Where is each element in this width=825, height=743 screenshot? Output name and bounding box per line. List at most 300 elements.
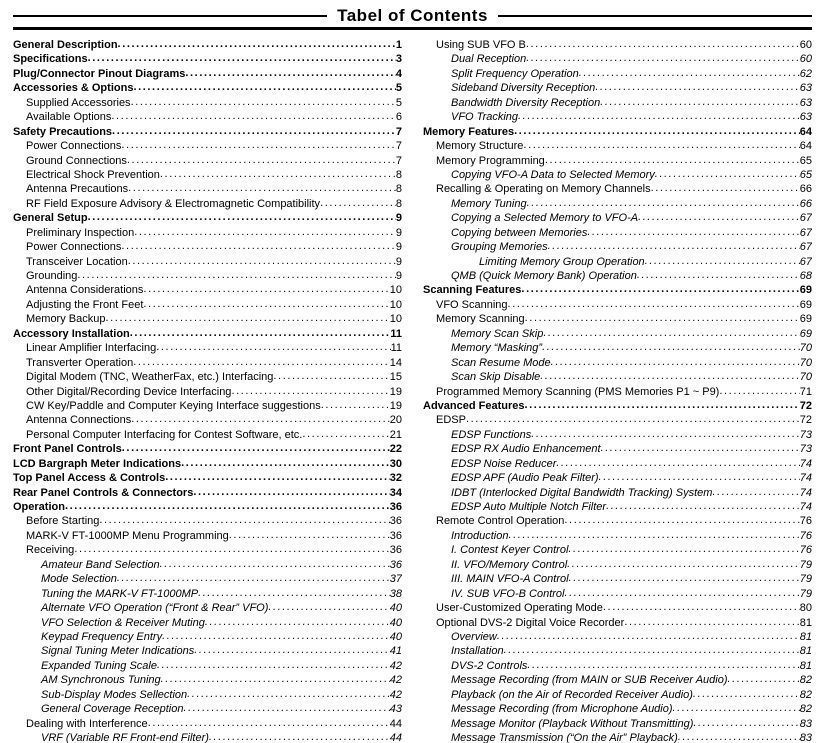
toc-entry-page: 74 bbox=[799, 486, 812, 499]
toc-entry-label: Sub-Display Modes Sellection bbox=[41, 688, 188, 701]
toc-dot-leader bbox=[712, 486, 799, 499]
toc-entry bbox=[13, 572, 402, 586]
toc-entry-label: Message Recording (from Microphone Audio) bbox=[451, 703, 673, 716]
toc-entry-page: 38 bbox=[389, 587, 402, 600]
toc-entry-label: Memory Structure bbox=[436, 140, 524, 153]
toc-entry bbox=[13, 616, 402, 630]
toc-dot-leader bbox=[526, 38, 800, 51]
toc-dot-leader bbox=[160, 168, 396, 181]
toc-entry-page: 5 bbox=[395, 82, 402, 95]
toc-entry-page: 79 bbox=[799, 558, 812, 571]
toc-entry-label: Before Starting bbox=[26, 515, 100, 528]
toc-entry bbox=[423, 543, 812, 557]
toc-entry bbox=[13, 154, 402, 168]
toc-entry-label: QMB (Quick Memory Bank) Operation bbox=[451, 270, 637, 282]
toc-dot-leader bbox=[302, 428, 389, 441]
toc-entry-label: Antenna Precautions bbox=[26, 183, 129, 196]
toc-entry-label: Message Transmission (“On the Air” Playback) bbox=[451, 732, 678, 743]
toc-dot-leader bbox=[148, 717, 390, 730]
toc-entry bbox=[13, 644, 402, 658]
toc-entry bbox=[13, 38, 402, 52]
toc-entry-page: 60 bbox=[799, 39, 812, 51]
toc-entry-label: EDSP Auto Multiple Notch Filter bbox=[451, 501, 607, 513]
toc-entry-label: Scan Resume Mode bbox=[451, 356, 551, 369]
toc-entry-page: 69 bbox=[799, 327, 812, 340]
toc-dot-leader bbox=[568, 543, 799, 556]
toc-entry bbox=[423, 558, 812, 572]
toc-entry bbox=[423, 211, 812, 225]
toc-dot-leader bbox=[693, 717, 799, 730]
toc-entry-page: 83 bbox=[799, 732, 812, 743]
toc-entry bbox=[13, 211, 402, 225]
toc-entry-label: VFO Selection & Receiver Muting bbox=[41, 616, 205, 629]
toc-entry-label: User-Customized Operating Mode bbox=[436, 602, 603, 615]
toc-entry-label: EDSP RX Audio Enhancement bbox=[451, 443, 601, 456]
toc-entry-label: EDSP bbox=[436, 414, 466, 427]
toc-dot-leader bbox=[185, 67, 396, 80]
toc-entry-label: Electrical Shock Prevention bbox=[26, 168, 160, 181]
toc-dot-leader bbox=[508, 529, 799, 542]
toc-entry-page: 8 bbox=[395, 197, 402, 210]
toc-entry-label: Top Panel Access & Controls bbox=[13, 472, 166, 485]
toc-entry-page: 21 bbox=[389, 428, 402, 441]
toc-entry-label: Power Connections bbox=[26, 241, 122, 254]
toc-entry-page: 36 bbox=[389, 558, 402, 571]
toc-entry-label: Installation bbox=[451, 645, 504, 658]
toc-entry bbox=[13, 529, 402, 543]
toc-entry bbox=[13, 514, 402, 528]
toc-entry bbox=[13, 125, 402, 139]
toc-entry bbox=[423, 587, 812, 601]
toc-entry-page: 74 bbox=[799, 457, 812, 470]
toc-entry bbox=[13, 67, 402, 81]
toc-entry-label: Scanning Features bbox=[423, 284, 522, 297]
toc-entry-label: Advanced Features bbox=[423, 399, 525, 412]
toc-entry-label: Power Connections bbox=[26, 140, 122, 153]
toc-entry-page: 82 bbox=[799, 674, 812, 687]
toc-dot-leader bbox=[551, 356, 800, 369]
toc-entry-label: Plug/Connector Pinout Diagrams bbox=[13, 67, 186, 80]
toc-entry-page: 11 bbox=[390, 327, 402, 340]
toc-entry-label: VFO Tracking bbox=[451, 111, 519, 124]
toc-entry bbox=[13, 81, 402, 95]
toc-dot-leader bbox=[638, 211, 800, 224]
toc-entry-page: 3 bbox=[395, 53, 402, 66]
toc-dot-leader bbox=[531, 428, 799, 441]
toc-entry-page: 42 bbox=[389, 688, 402, 701]
toc-entry bbox=[423, 688, 812, 702]
toc-entry-page: 70 bbox=[799, 342, 812, 355]
toc-entry bbox=[13, 601, 402, 615]
toc-column-left bbox=[13, 38, 402, 743]
toc-dot-leader bbox=[321, 399, 390, 412]
toc-entry-label: Programmed Memory Scanning (PMS Memories P1 ~ P9) bbox=[436, 385, 720, 398]
toc-entry-label: Memory Scan Skip bbox=[451, 327, 544, 340]
toc-entry-page: 4 bbox=[395, 67, 402, 80]
toc-entry-label: Signal Tuning Meter Indications bbox=[41, 645, 195, 658]
toc-entry-label: Memory Backup bbox=[26, 313, 106, 326]
toc-entry-page: 15 bbox=[389, 371, 402, 384]
toc-dot-leader bbox=[645, 255, 800, 268]
toc-entry-label: Limiting Memory Group Operation bbox=[479, 255, 645, 268]
toc-entry-label: Adjusting the Front Feet bbox=[26, 298, 144, 311]
toc-entry-label: EDSP Noise Reducer bbox=[451, 457, 557, 470]
toc-columns bbox=[13, 38, 812, 743]
toc-dot-leader bbox=[556, 457, 799, 470]
toc-entry-label: Overview bbox=[451, 630, 497, 643]
toc-dot-leader bbox=[77, 269, 396, 282]
toc-dot-leader bbox=[524, 399, 799, 412]
toc-entry bbox=[423, 38, 812, 52]
toc-entry bbox=[423, 514, 812, 528]
toc-entry-label: General Coverage Reception bbox=[41, 703, 184, 716]
toc-dot-leader bbox=[229, 529, 390, 542]
toc-dot-leader bbox=[525, 312, 800, 325]
toc-entry-page: 79 bbox=[799, 573, 812, 586]
toc-entry-page: 66 bbox=[799, 183, 812, 196]
toc-dot-leader bbox=[131, 413, 390, 426]
toc-dot-leader bbox=[134, 226, 396, 239]
toc-entry-label: Memory Programming bbox=[436, 154, 545, 167]
toc-entry bbox=[423, 442, 812, 456]
toc-entry-page: 9 bbox=[395, 255, 402, 268]
toc-entry-label: Scan Skip Disable bbox=[451, 371, 541, 384]
toc-entry-page: 37 bbox=[389, 573, 402, 586]
toc-entry-label: General Description bbox=[13, 39, 118, 51]
toc-dot-leader bbox=[127, 154, 396, 167]
toc-entry bbox=[423, 197, 812, 211]
toc-entry-page: 40 bbox=[389, 630, 402, 643]
toc-entry bbox=[13, 327, 402, 341]
toc-entry-page: 79 bbox=[799, 587, 812, 600]
toc-entry-page: 71 bbox=[799, 385, 812, 398]
toc-entry bbox=[423, 385, 812, 399]
toc-entry bbox=[423, 572, 812, 586]
toc-dot-leader bbox=[521, 283, 799, 296]
toc-entry bbox=[423, 673, 812, 687]
toc-entry-label: Alternate VFO Operation (“Front & Rear” VFO) bbox=[41, 602, 269, 615]
toc-entry bbox=[423, 240, 812, 254]
toc-dot-leader bbox=[565, 587, 800, 600]
toc-entry bbox=[13, 255, 402, 269]
toc-entry-label: Copying between Memories bbox=[451, 226, 588, 239]
toc-dot-leader bbox=[497, 630, 800, 643]
toc-entry-page: 7 bbox=[395, 140, 402, 153]
toc-dot-leader bbox=[162, 630, 390, 643]
toc-entry bbox=[423, 52, 812, 66]
toc-entry-page: 72 bbox=[799, 414, 812, 427]
toc-entry-label: Copying a Selected Memory to VFO-A bbox=[451, 212, 639, 225]
toc-entry-page: 7 bbox=[395, 154, 402, 167]
toc-entry bbox=[423, 125, 812, 139]
toc-entry-label: Preliminary Inspection bbox=[26, 226, 135, 239]
toc-dot-leader bbox=[105, 312, 389, 325]
toc-entry-page: 36 bbox=[389, 529, 402, 542]
toc-dot-leader bbox=[606, 500, 800, 513]
header-rule-row bbox=[13, 6, 812, 26]
toc-entry-label: Memory “Masking” bbox=[451, 342, 543, 355]
toc-entry-page: 81 bbox=[799, 630, 812, 643]
toc-entry-label: Using SUB VFO B bbox=[436, 39, 526, 51]
toc-entry-page: 72 bbox=[799, 399, 812, 412]
toc-dot-leader bbox=[548, 240, 800, 253]
toc-entry bbox=[423, 644, 812, 658]
toc-entry-label: I. Contest Keyer Control bbox=[451, 544, 569, 557]
toc-entry-page: 30 bbox=[389, 457, 402, 470]
toc-entry-label: Split Frequency Operation bbox=[451, 67, 579, 80]
toc-entry-page: 40 bbox=[389, 616, 402, 629]
toc-dot-leader bbox=[231, 385, 389, 398]
toc-entry-page: 81 bbox=[799, 616, 812, 629]
toc-dot-leader bbox=[526, 52, 800, 65]
toc-dot-leader bbox=[157, 659, 390, 672]
toc-entry bbox=[13, 587, 402, 601]
toc-entry bbox=[13, 168, 402, 182]
toc-dot-leader bbox=[719, 385, 799, 398]
toc-entry bbox=[13, 312, 402, 326]
toc-dot-leader bbox=[121, 139, 395, 152]
toc-entry bbox=[13, 269, 402, 283]
toc-entry-page: 63 bbox=[799, 111, 812, 124]
toc-entry-page: 81 bbox=[799, 659, 812, 672]
toc-dot-leader bbox=[603, 601, 800, 614]
toc-entry-label: Operation bbox=[13, 501, 65, 513]
toc-entry-page: 73 bbox=[799, 428, 812, 441]
toc-entry bbox=[423, 298, 812, 312]
toc-dot-leader bbox=[624, 616, 799, 629]
toc-entry-label: Transverter Operation bbox=[26, 356, 134, 369]
toc-entry-label: Linear Amplifier Interfacing bbox=[26, 342, 157, 355]
toc-entry-page: 74 bbox=[799, 472, 812, 485]
toc-entry-label: Introduction bbox=[451, 529, 509, 542]
toc-dot-leader bbox=[209, 731, 390, 743]
toc-entry bbox=[423, 283, 812, 297]
toc-entry-label: Recalling & Operating on Memory Channels bbox=[436, 183, 651, 196]
toc-entry bbox=[13, 240, 402, 254]
toc-dot-leader bbox=[117, 572, 390, 585]
toc-entry bbox=[13, 226, 402, 240]
toc-entry bbox=[13, 630, 402, 644]
toc-dot-leader bbox=[193, 486, 389, 499]
toc-entry bbox=[13, 442, 402, 456]
toc-dot-leader bbox=[569, 572, 800, 585]
toc-entry-page: 66 bbox=[799, 197, 812, 210]
toc-entry bbox=[13, 370, 402, 384]
toc-entry bbox=[13, 96, 402, 110]
toc-entry bbox=[423, 81, 812, 95]
toc-entry bbox=[13, 659, 402, 673]
toc-entry-label: Grouping Memories bbox=[451, 241, 548, 254]
title-underline bbox=[13, 27, 812, 30]
toc-entry-label: Antenna Considerations bbox=[26, 284, 144, 297]
toc-entry bbox=[423, 471, 812, 485]
toc-entry bbox=[13, 717, 402, 731]
toc-dot-leader bbox=[678, 731, 800, 743]
toc-entry-page: 60 bbox=[799, 53, 812, 66]
toc-entry bbox=[423, 168, 812, 182]
toc-dot-leader bbox=[133, 356, 390, 369]
toc-entry-label: Available Options bbox=[26, 111, 112, 124]
toc-entry bbox=[423, 731, 812, 743]
toc-dot-leader bbox=[160, 558, 390, 571]
toc-entry-label: Message Monitor (Playback Without Transmitting) bbox=[451, 717, 694, 730]
toc-entry bbox=[423, 601, 812, 615]
toc-dot-leader bbox=[514, 125, 800, 138]
toc-dot-leader bbox=[74, 543, 389, 556]
toc-entry bbox=[13, 413, 402, 427]
toc-entry-page: 70 bbox=[799, 356, 812, 369]
toc-entry-label: Dual Reception bbox=[451, 53, 527, 66]
toc-entry-page: 41 bbox=[389, 645, 402, 658]
toc-dot-leader bbox=[587, 226, 799, 239]
toc-entry-page: 65 bbox=[799, 168, 812, 181]
toc-dot-leader bbox=[183, 702, 389, 715]
toc-dot-leader bbox=[599, 471, 800, 484]
toc-dot-leader bbox=[99, 514, 389, 527]
toc-entry bbox=[13, 673, 402, 687]
toc-dot-leader bbox=[601, 442, 800, 455]
toc-dot-leader bbox=[567, 558, 800, 571]
toc-dot-leader bbox=[600, 96, 800, 109]
toc-entry bbox=[13, 688, 402, 702]
toc-entry-page: 9 bbox=[395, 270, 402, 282]
toc-entry-label: Transceiver Location bbox=[26, 255, 128, 268]
toc-dot-leader bbox=[128, 182, 396, 195]
toc-dot-leader bbox=[187, 688, 390, 701]
toc-entry-page: 44 bbox=[389, 717, 402, 730]
toc-entry bbox=[423, 139, 812, 153]
toc-dot-leader bbox=[504, 644, 800, 657]
toc-entry-label: Memory Features bbox=[423, 125, 515, 138]
toc-entry bbox=[13, 399, 402, 413]
toc-entry bbox=[13, 543, 402, 557]
toc-entry-label: DVS-2 Controls bbox=[451, 659, 528, 672]
toc-entry-page: 14 bbox=[389, 356, 402, 369]
toc-entry-page: 44 bbox=[389, 732, 402, 743]
toc-dot-leader bbox=[545, 154, 800, 167]
toc-entry-label: Dealing with Interference bbox=[26, 717, 148, 730]
toc-entry bbox=[423, 110, 812, 124]
toc-entry-label: Memory Tuning bbox=[451, 197, 527, 210]
toc-entry bbox=[423, 500, 812, 514]
toc-entry-label: Playback (on the Air of Recorded Receiver Audio) bbox=[451, 688, 693, 701]
toc-entry-label: Digital Modem (TNC, WeatherFax, etc.) Interfacing bbox=[26, 371, 274, 384]
toc-entry-page: 5 bbox=[395, 96, 402, 109]
toc-dot-leader bbox=[128, 255, 396, 268]
toc-dot-leader bbox=[523, 139, 799, 152]
toc-dot-leader bbox=[198, 587, 390, 600]
toc-dot-leader bbox=[728, 673, 800, 686]
toc-entry bbox=[423, 356, 812, 370]
toc-entry-label: Tuning the MARK-V FT-1000MP bbox=[41, 587, 199, 600]
toc-entry-page: 67 bbox=[799, 241, 812, 254]
toc-entry-page: 40 bbox=[389, 602, 402, 615]
toc-entry bbox=[13, 52, 402, 66]
toc-entry-label: Grounding bbox=[26, 270, 78, 282]
toc-entry-page: 9 bbox=[395, 212, 402, 225]
toc-entry-page: 34 bbox=[389, 486, 402, 499]
toc-dot-leader bbox=[466, 413, 800, 426]
toc-entry-page: 10 bbox=[389, 284, 402, 297]
toc-entry-label: Remote Control Operation bbox=[436, 515, 565, 528]
toc-entry-page: 63 bbox=[799, 82, 812, 95]
toc-dot-leader bbox=[637, 269, 800, 282]
toc-entry-page: 36 bbox=[389, 501, 402, 513]
toc-entry-page: 32 bbox=[389, 472, 402, 485]
toc-entry-page: 69 bbox=[799, 298, 812, 311]
header-rule-right bbox=[498, 15, 812, 17]
toc-entry-label: Ground Connections bbox=[26, 154, 127, 167]
toc-entry bbox=[423, 616, 812, 630]
toc-entry-label: EDSP Functions bbox=[451, 428, 532, 441]
toc-entry-label: IV. SUB VFO-B Control bbox=[451, 587, 565, 600]
toc-dot-leader bbox=[65, 500, 390, 513]
toc-dot-leader bbox=[130, 327, 391, 340]
toc-entry-page: 69 bbox=[799, 313, 812, 326]
toc-dot-leader bbox=[527, 659, 799, 672]
toc-entry-label: CW Key/Paddle and Computer Keying Interface suggestions bbox=[26, 399, 321, 412]
toc-entry-page: 67 bbox=[799, 212, 812, 225]
toc-entry bbox=[13, 110, 402, 124]
toc-entry bbox=[13, 702, 402, 716]
toc-entry bbox=[423, 428, 812, 442]
toc-entry-label: Antenna Connections bbox=[26, 414, 132, 427]
toc-entry bbox=[423, 96, 812, 110]
toc-entry-label: Rear Panel Controls & Connectors bbox=[13, 486, 194, 499]
toc-entry bbox=[423, 529, 812, 543]
toc-entry bbox=[13, 457, 402, 471]
toc-dot-leader bbox=[161, 673, 390, 686]
toc-entry-page: 9 bbox=[395, 241, 402, 254]
toc-entry-page: 10 bbox=[389, 313, 402, 326]
toc-entry-label: Copying VFO-A Data to Selected Memory bbox=[451, 168, 655, 181]
toc-dot-leader bbox=[88, 52, 396, 65]
toc-dot-leader bbox=[693, 688, 800, 701]
toc-entry-label: IDBT (Interlocked Digital Bandwidth Tracking) System bbox=[451, 486, 713, 499]
toc-entry-label: Personal Computer Interfacing for Contest Software, etc. bbox=[26, 428, 303, 441]
toc-entry bbox=[423, 341, 812, 355]
toc-entry-label: General Setup bbox=[13, 212, 88, 225]
toc-dot-leader bbox=[88, 211, 396, 224]
toc-entry bbox=[423, 457, 812, 471]
toc-entry-page: 22 bbox=[389, 443, 402, 456]
toc-dot-leader bbox=[121, 240, 395, 253]
toc-entry bbox=[13, 182, 402, 196]
toc-dot-leader bbox=[131, 96, 396, 109]
toc-entry-page: 8 bbox=[395, 183, 402, 196]
toc-entry-page: 68 bbox=[799, 270, 812, 282]
toc-entry bbox=[13, 356, 402, 370]
toc-entry-label: Keypad Frequency Entry bbox=[41, 630, 163, 643]
toc-entry-page: 19 bbox=[389, 385, 402, 398]
toc-entry-page: 10 bbox=[389, 298, 402, 311]
header-rule-left bbox=[13, 15, 327, 17]
toc-entry bbox=[423, 312, 812, 326]
toc-entry bbox=[13, 341, 402, 355]
toc-dot-leader bbox=[579, 67, 800, 80]
toc-entry bbox=[13, 428, 402, 442]
toc-entry-page: 6 bbox=[395, 111, 402, 124]
toc-dot-leader bbox=[320, 197, 396, 210]
toc-entry-label: LCD Bargraph Meter Indications bbox=[13, 457, 182, 470]
toc-dot-leader bbox=[651, 182, 800, 195]
toc-entry bbox=[423, 486, 812, 500]
toc-entry-page: 64 bbox=[799, 140, 812, 153]
toc-entry-page: 74 bbox=[799, 501, 812, 513]
toc-entry bbox=[423, 630, 812, 644]
toc-dot-leader bbox=[143, 283, 389, 296]
toc-entry-label: EDSP APF (Audio Peak Filter) bbox=[451, 472, 599, 485]
